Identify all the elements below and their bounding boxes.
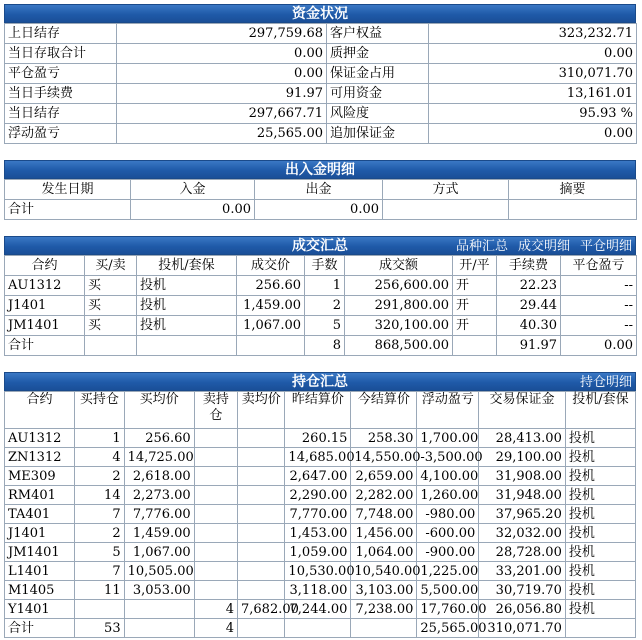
funds-value: 0.00 [429, 44, 637, 64]
column-header: 昨结算价 [285, 392, 351, 429]
table-row [5, 276, 637, 296]
cashflow-title: 出入金明细 [285, 162, 355, 178]
table-cell: 2 [75, 467, 124, 486]
funds-value: 297,759.68 [117, 24, 327, 44]
table-cell: 320,100.00 [345, 316, 453, 336]
trades-total-row [5, 336, 637, 356]
total-cell: 91.97 [497, 336, 561, 356]
funds-label: 可用资金 [327, 84, 429, 104]
funds-table [4, 23, 637, 144]
table-cell: -- [561, 276, 637, 296]
trades-links [446, 237, 632, 256]
trades-header [4, 236, 636, 255]
table-row [5, 486, 636, 505]
table-row [5, 429, 636, 448]
table-cell [238, 486, 285, 505]
table-cell: 2 [305, 296, 345, 316]
table-cell: 14,725.00 [124, 448, 194, 467]
table-cell: -- [561, 296, 637, 316]
column-header: 投机/套保 [565, 392, 635, 429]
total-cell: 25,565.00 [417, 619, 479, 638]
column-header: 方式 [383, 180, 509, 200]
funds-header [4, 4, 636, 23]
column-header: 成交价 [237, 256, 305, 276]
column-header: 摘要 [509, 180, 637, 200]
total-cell [565, 619, 635, 638]
table-cell: 投机 [565, 543, 635, 562]
funds-label: 当日结存 [5, 104, 117, 124]
table-cell: 291,800.00 [345, 296, 453, 316]
table-cell: 31,948.00 [479, 486, 566, 505]
table-cell: 1 [305, 276, 345, 296]
table-cell: 买 [85, 296, 137, 316]
table-cell: 1,225.00 [417, 562, 479, 581]
table-cell: 7,748.00 [351, 505, 417, 524]
table-cell: 29.44 [497, 296, 561, 316]
table-cell: 10,540.00 [351, 562, 417, 581]
positions-link[interactable]: 持仓明细 [579, 375, 632, 390]
positions-title: 持仓汇总 [292, 374, 348, 390]
table-cell [194, 543, 237, 562]
total-cell: 合计 [5, 619, 75, 638]
column-header: 出金 [255, 180, 383, 200]
table-cell: 258.30 [351, 429, 417, 448]
total-cell [137, 336, 237, 356]
funds-row [5, 124, 637, 144]
table-cell: 4 [194, 600, 237, 619]
table-cell: 7,776.00 [124, 505, 194, 524]
column-header: 合约 [5, 256, 85, 276]
total-cell: 合计 [5, 336, 85, 356]
table-cell: 32,032.00 [479, 524, 566, 543]
table-row [5, 562, 636, 581]
table-cell: 31,908.00 [479, 467, 566, 486]
table-cell: 投机 [137, 316, 237, 336]
table-cell: ZN1312 [5, 448, 75, 467]
table-cell: 2,282.00 [351, 486, 417, 505]
table-cell [194, 467, 237, 486]
table-cell: 5,500.00 [417, 581, 479, 600]
table-cell: 2,647.00 [285, 467, 351, 486]
table-cell: 14,685.00 [285, 448, 351, 467]
total-cell: 868,500.00 [345, 336, 453, 356]
table-cell: 投机 [565, 581, 635, 600]
table-cell: 投机 [565, 467, 635, 486]
funds-value: 0.00 [429, 124, 637, 144]
column-header: 卖持仓 [194, 392, 237, 429]
table-cell: 26,056.80 [479, 600, 566, 619]
column-header: 手续费 [497, 256, 561, 276]
table-cell: 投机 [137, 296, 237, 316]
table-cell: 14,550.00 [351, 448, 417, 467]
table-cell: 4 [75, 448, 124, 467]
table-cell: 28,413.00 [479, 429, 566, 448]
total-cell [237, 336, 305, 356]
table-row [5, 524, 636, 543]
positions-links [570, 373, 632, 392]
total-cell [85, 336, 137, 356]
table-cell: 投机 [565, 600, 635, 619]
funds-value: 25,565.00 [117, 124, 327, 144]
table-cell: 2,290.00 [285, 486, 351, 505]
column-header: 投机/套保 [137, 256, 237, 276]
table-cell: 7 [75, 505, 124, 524]
table-cell: 1,260.00 [417, 486, 479, 505]
table-cell: Y1401 [5, 600, 75, 619]
table-cell [238, 467, 285, 486]
table-cell [194, 429, 237, 448]
table-cell [194, 524, 237, 543]
funds-row [5, 64, 637, 84]
funds-label: 上日结存 [5, 24, 117, 44]
column-header: 成交额 [345, 256, 453, 276]
table-row [5, 448, 636, 467]
cashflow-header-row [5, 180, 637, 200]
trades-title: 成交汇总 [292, 238, 348, 254]
positions-header [4, 372, 636, 391]
table-row [5, 581, 636, 600]
table-cell: -980.00 [417, 505, 479, 524]
table-cell: 7,238.00 [351, 600, 417, 619]
positions-header-row [5, 392, 636, 429]
table-cell: 260.15 [285, 429, 351, 448]
funds-row [5, 24, 637, 44]
table-cell: 1,059.00 [285, 543, 351, 562]
funds-value: 323,232.71 [429, 24, 637, 44]
column-header: 交易保证金 [479, 392, 566, 429]
column-header: 平仓盈亏 [561, 256, 637, 276]
table-row [5, 505, 636, 524]
column-header: 入金 [131, 180, 255, 200]
table-row [5, 296, 637, 316]
table-cell: 7,244.00 [285, 600, 351, 619]
table-cell: 22.23 [497, 276, 561, 296]
column-header: 买均价 [124, 392, 194, 429]
trades-panel [4, 236, 636, 356]
table-cell: 3,053.00 [124, 581, 194, 600]
table-cell: 5 [75, 543, 124, 562]
total-cell [453, 336, 497, 356]
table-cell: 1,453.00 [285, 524, 351, 543]
table-cell: 3,118.00 [285, 581, 351, 600]
table-cell: 2,273.00 [124, 486, 194, 505]
table-cell: 投机 [137, 276, 237, 296]
funds-value: 91.97 [117, 84, 327, 104]
table-cell: 1,459.00 [237, 296, 305, 316]
table-cell: 33,201.00 [479, 562, 566, 581]
table-cell: 投机 [565, 562, 635, 581]
positions-table [4, 391, 636, 638]
table-cell: -600.00 [417, 524, 479, 543]
column-header: 今结算价 [351, 392, 417, 429]
table-cell: -900.00 [417, 543, 479, 562]
table-cell: JM1401 [5, 543, 75, 562]
column-header: 手数 [305, 256, 345, 276]
table-cell: 买 [85, 316, 137, 336]
table-cell: 2,659.00 [351, 467, 417, 486]
total-cell [238, 619, 285, 638]
funds-row [5, 104, 637, 124]
table-cell: 17,760.00 [417, 600, 479, 619]
table-row [5, 316, 637, 336]
total-cell: 4 [194, 619, 237, 638]
table-cell: 开 [453, 276, 497, 296]
funds-label: 客户权益 [327, 24, 429, 44]
table-cell: M1405 [5, 581, 75, 600]
table-row [5, 467, 636, 486]
table-cell: ME309 [5, 467, 75, 486]
cashflow-total-row [5, 200, 637, 220]
table-cell [238, 581, 285, 600]
funds-value: 13,161.01 [429, 84, 637, 104]
funds-label: 平仓盈亏 [5, 64, 117, 84]
table-cell: 7 [75, 562, 124, 581]
funds-label: 风险度 [327, 104, 429, 124]
table-cell: AU1312 [5, 429, 75, 448]
table-cell: 256.60 [237, 276, 305, 296]
table-cell: 2,618.00 [124, 467, 194, 486]
table-cell: 11 [75, 581, 124, 600]
table-cell: 7,770.00 [285, 505, 351, 524]
table-cell [238, 562, 285, 581]
table-cell [238, 505, 285, 524]
funds-value: 0.00 [117, 44, 327, 64]
total-cell: 0.00 [561, 336, 637, 356]
table-cell: 1,064.00 [351, 543, 417, 562]
column-header: 合约 [5, 392, 75, 429]
table-cell [124, 600, 194, 619]
table-cell: 开 [453, 316, 497, 336]
column-header: 发生日期 [5, 180, 131, 200]
funds-label: 保证金占用 [327, 64, 429, 84]
table-cell: 2 [75, 524, 124, 543]
funds-panel [4, 4, 636, 144]
table-cell [194, 448, 237, 467]
table-cell: J1401 [5, 524, 75, 543]
cashflow-table [4, 179, 637, 220]
table-cell [194, 505, 237, 524]
table-cell: 37,965.20 [479, 505, 566, 524]
table-cell: 1,456.00 [351, 524, 417, 543]
table-cell: 28,728.00 [479, 543, 566, 562]
total-cell [383, 200, 509, 220]
table-cell: JM1401 [5, 316, 85, 336]
total-cell [351, 619, 417, 638]
funds-label: 追加保证金 [327, 124, 429, 144]
funds-value: 95.93 % [429, 104, 637, 124]
funds-row [5, 44, 637, 64]
total-cell: 53 [75, 619, 124, 638]
total-cell: 0.00 [131, 200, 255, 220]
table-cell: 投机 [565, 429, 635, 448]
table-cell [238, 524, 285, 543]
total-cell: 8 [305, 336, 345, 356]
table-cell: TA401 [5, 505, 75, 524]
funds-row [5, 84, 637, 104]
funds-value: 310,071.70 [429, 64, 637, 84]
table-cell: 开 [453, 296, 497, 316]
table-cell: 1,459.00 [124, 524, 194, 543]
funds-label: 当日手续费 [5, 84, 117, 104]
table-cell: 7,682.00 [238, 600, 285, 619]
total-cell [285, 619, 351, 638]
table-cell: 29,100.00 [479, 448, 566, 467]
table-cell: L1401 [5, 562, 75, 581]
table-cell: 14 [75, 486, 124, 505]
table-cell [194, 486, 237, 505]
table-row [5, 543, 636, 562]
table-cell: 256,600.00 [345, 276, 453, 296]
table-cell: 投机 [565, 448, 635, 467]
total-cell: 310,071.70 [479, 619, 566, 638]
table-cell: AU1312 [5, 276, 85, 296]
funds-label: 质押金 [327, 44, 429, 64]
table-cell: 5 [305, 316, 345, 336]
funds-label: 浮动盈亏 [5, 124, 117, 144]
table-cell [238, 429, 285, 448]
trades-link[interactable]: 平仓明细 [579, 239, 632, 254]
funds-value: 297,667.71 [117, 104, 327, 124]
table-cell: 4,100.00 [417, 467, 479, 486]
table-cell: 10,530.00 [285, 562, 351, 581]
table-cell: 30,719.70 [479, 581, 566, 600]
table-cell: 投机 [565, 505, 635, 524]
table-cell: -- [561, 316, 637, 336]
positions-total-row [5, 619, 636, 638]
table-cell [238, 448, 285, 467]
table-cell: 3,103.00 [351, 581, 417, 600]
total-cell [124, 619, 194, 638]
table-cell: 投机 [565, 486, 635, 505]
table-cell [194, 581, 237, 600]
trades-link[interactable]: 成交明细 [517, 239, 570, 254]
table-cell: 1,067.00 [124, 543, 194, 562]
column-header: 买/卖 [85, 256, 137, 276]
trades-header-row [5, 256, 637, 276]
trades-table [4, 255, 637, 356]
table-cell: 买 [85, 276, 137, 296]
table-row [5, 600, 636, 619]
cashflow-header [4, 160, 636, 179]
table-cell: 40.30 [497, 316, 561, 336]
total-cell [509, 200, 637, 220]
table-cell: J1401 [5, 296, 85, 316]
column-header: 浮动盈亏 [417, 392, 479, 429]
funds-label: 当日存取合计 [5, 44, 117, 64]
table-cell: 1,067.00 [237, 316, 305, 336]
table-cell: 投机 [565, 524, 635, 543]
total-cell: 合计 [5, 200, 131, 220]
cashflow-panel [4, 160, 636, 220]
total-cell: 0.00 [255, 200, 383, 220]
positions-panel [4, 372, 636, 638]
column-header: 开/平 [453, 256, 497, 276]
table-cell: 1,700.00 [417, 429, 479, 448]
funds-title: 资金状况 [292, 6, 348, 22]
table-cell [238, 543, 285, 562]
table-cell: 10,505.00 [124, 562, 194, 581]
table-cell: 1 [75, 429, 124, 448]
table-cell: RM401 [5, 486, 75, 505]
column-header: 买持仓 [75, 392, 124, 429]
table-cell [194, 562, 237, 581]
table-cell: -3,500.00 [417, 448, 479, 467]
trades-link[interactable]: 品种汇总 [455, 239, 508, 254]
funds-value: 0.00 [117, 64, 327, 84]
column-header: 卖均价 [238, 392, 285, 429]
table-cell [75, 600, 124, 619]
table-cell: 256.60 [124, 429, 194, 448]
